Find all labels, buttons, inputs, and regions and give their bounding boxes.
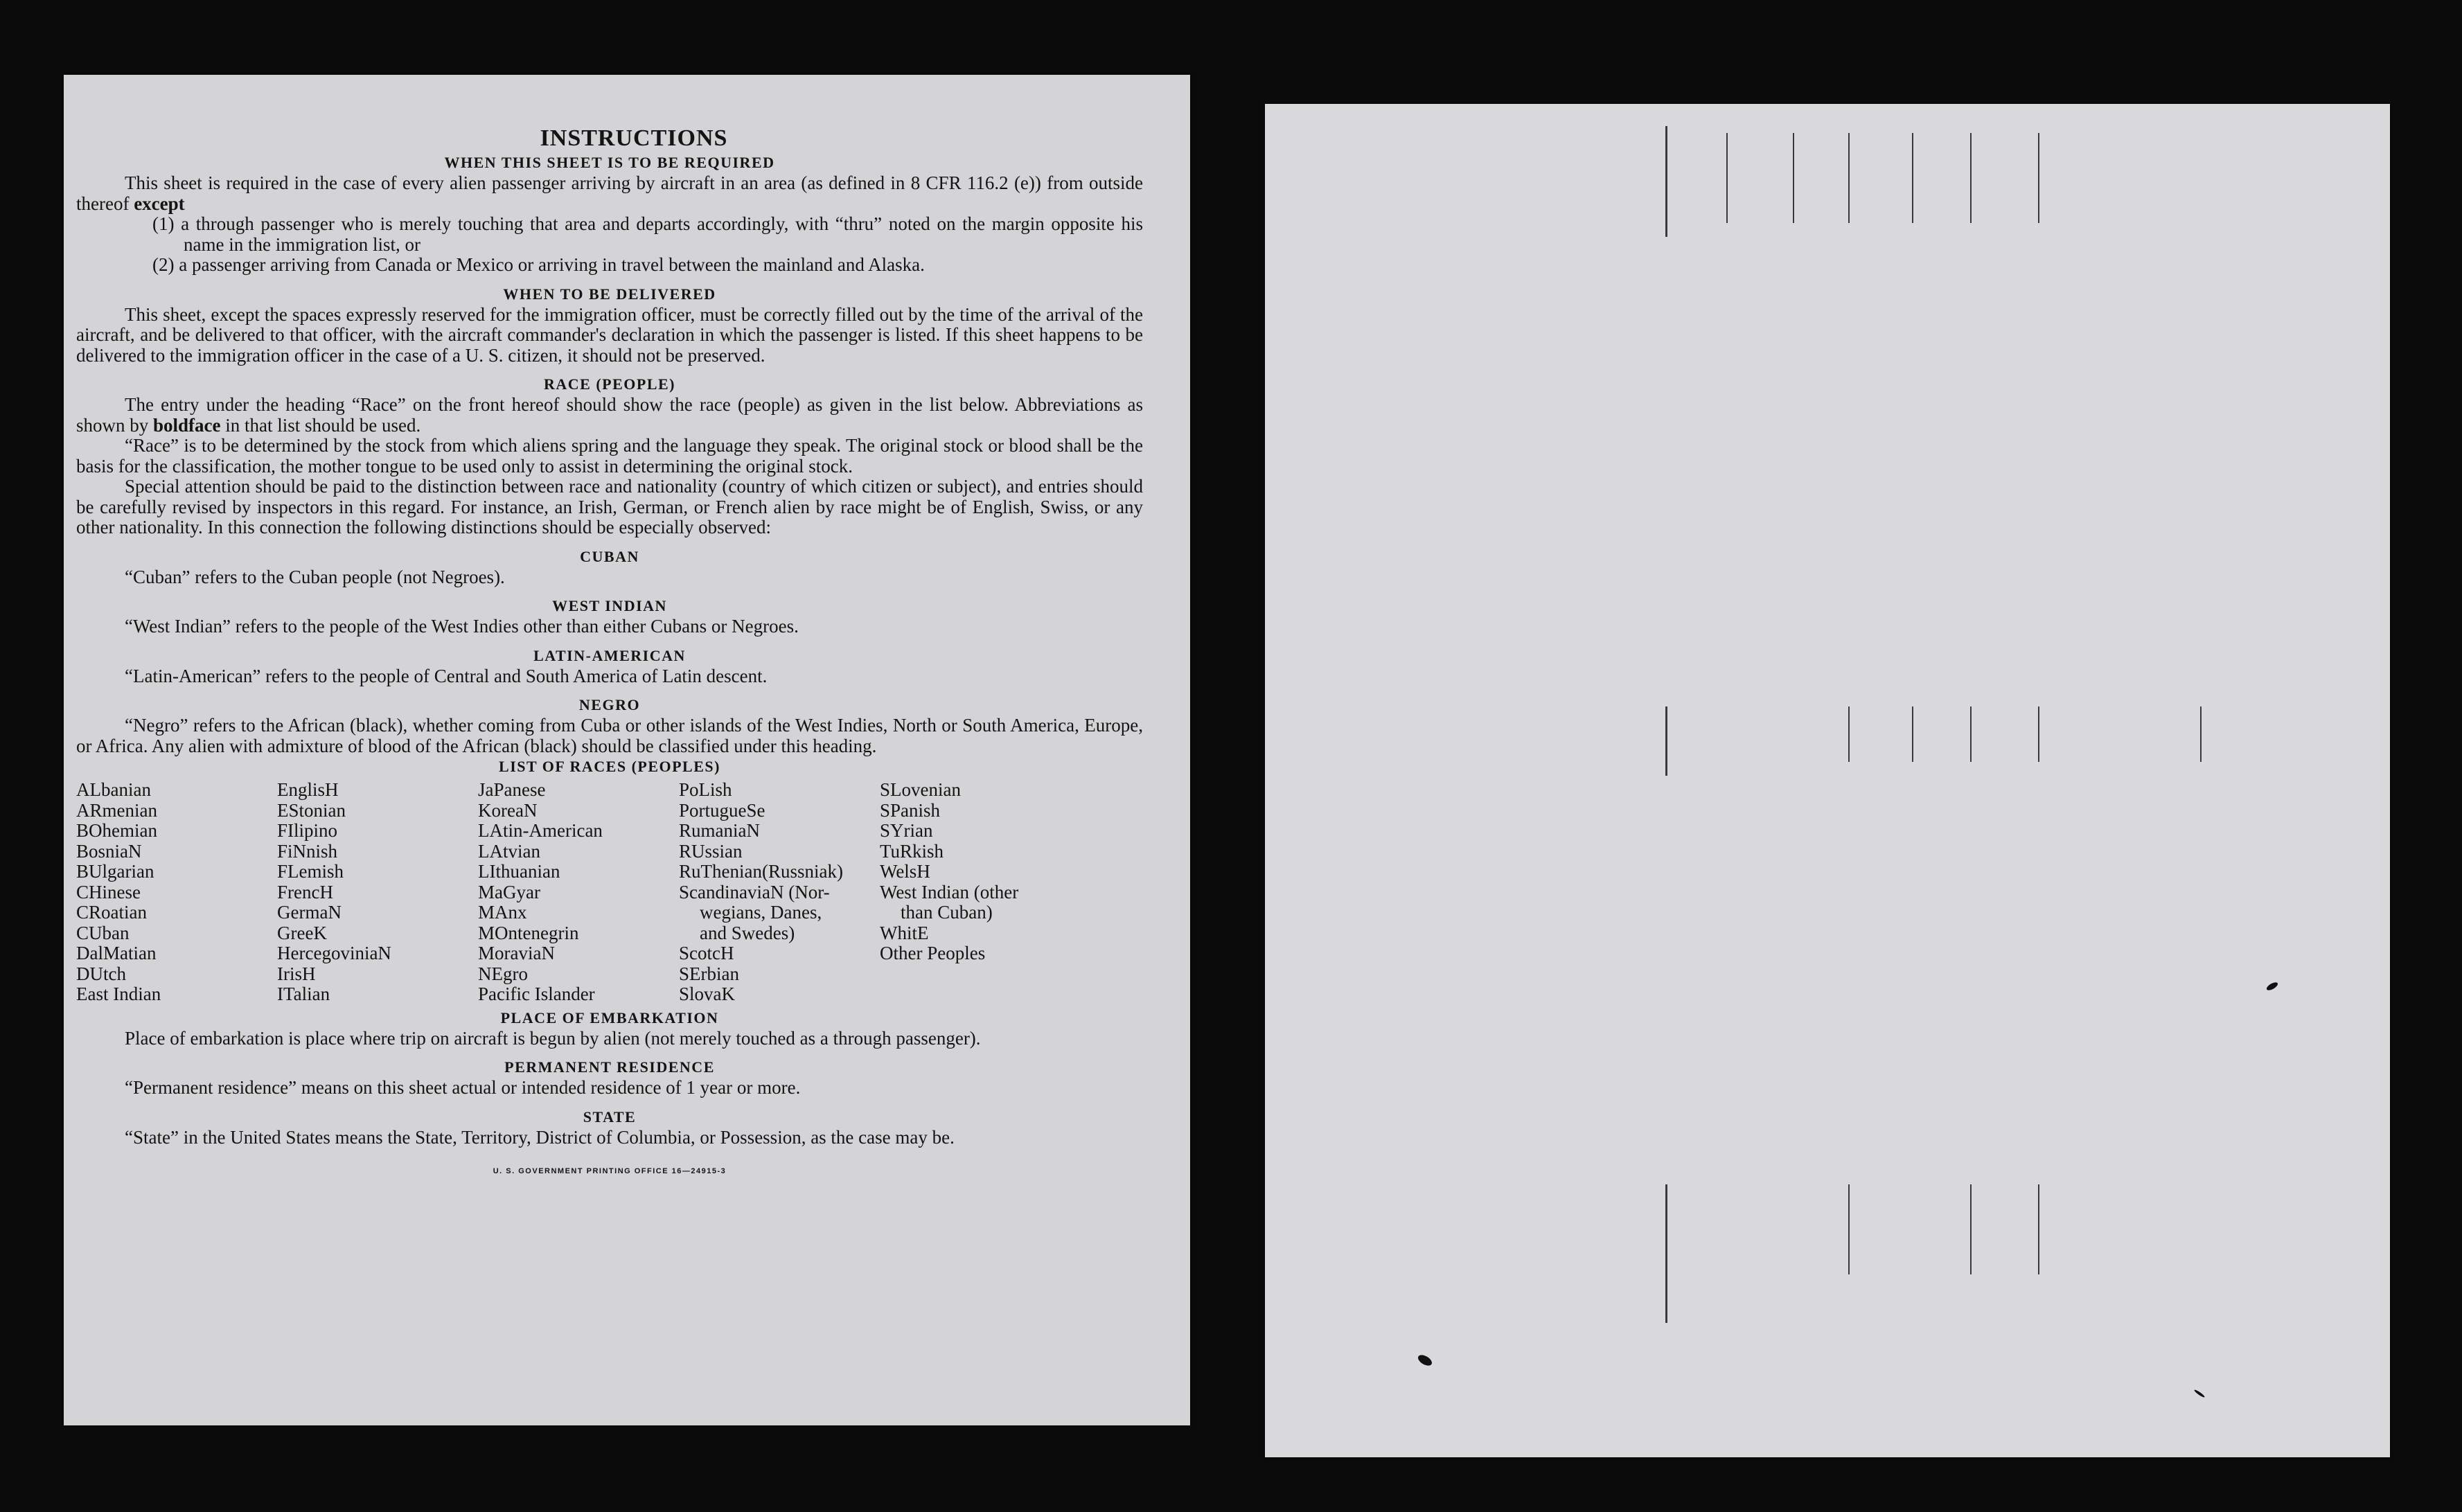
race-item: PoLish	[679, 779, 732, 800]
latin-american-text: “Latin-American” refers to the people of Central and South America of Latin descent.	[125, 665, 768, 686]
races-column-3	[478, 780, 679, 1005]
race-item: LAtin-American	[478, 820, 603, 841]
race-paragraph-2: “Race” is to be determined by the stock from which aliens spring and the language they speak. The original stock or blood shall be the basis for the classification, the mother tongue to be used only to assist in determining the original stock.	[76, 435, 1143, 477]
race-paragraph-3: Special attention should be paid to the distinction between race and nationality (country of which citizen or subject), and entries should be carefully revised by inspectors in this regard. For instance, an Irish, German, or French alien by race might be of English, Swiss, or any other nationality. In this connection the following distinctions should be especially observed:	[76, 476, 1143, 537]
heading-embarkation: PLACE OF EMBARKATION	[500, 1008, 719, 1026]
race-item: SlovaK	[679, 984, 735, 1004]
permanent-residence-text: “Permanent residence” means on this sheet actual or intended residence of 1 year or more.	[125, 1077, 801, 1098]
embarkation-text: Place of embarkation is place where trip on aircraft is begun by alien (not merely touched as a through passenger).	[125, 1027, 981, 1049]
race-item: LAtvian	[478, 840, 540, 862]
exception-item-2: (2) a passenger arriving from Canada or Mexico or arriving in travel between the mainland and Alaska.	[152, 254, 925, 275]
heading-race: RACE (PEOPLE)	[544, 375, 675, 393]
show-through-line	[1848, 1184, 1850, 1274]
race-item: ScandinaviaN (Nor-	[679, 881, 830, 902]
ink-speck	[2193, 1389, 2205, 1398]
race-item: BOhemian	[76, 820, 157, 841]
race-item: West Indian (other	[880, 881, 1019, 902]
race-item: JaPanese	[478, 779, 546, 800]
race-item: PortugueSe	[679, 799, 765, 821]
race-item: ScotcH	[679, 943, 734, 963]
race-item: IrisH	[277, 963, 316, 984]
show-through-line	[1665, 706, 1667, 776]
show-through-line	[1726, 133, 1728, 223]
heading-state: STATE	[583, 1108, 637, 1126]
heading-when-delivered: WHEN TO BE DELIVERED	[503, 285, 716, 303]
race-item: LIthuanian	[478, 861, 560, 882]
race-item: FrencH	[277, 881, 333, 902]
race-item: SYrian	[880, 820, 933, 841]
races-column-2	[277, 780, 478, 1005]
race-item: CUban	[76, 922, 130, 943]
race-item: ITalian	[277, 984, 330, 1004]
race-item: and Swedes)	[700, 922, 795, 943]
race-item: MaGyar	[478, 881, 540, 902]
race-item: than Cuban)	[901, 902, 993, 923]
printing-office-footer: U. S. GOVERNMENT PRINTING OFFICE 16—24915-3	[493, 1167, 727, 1175]
blank-sheet	[1265, 104, 2390, 1457]
race-item: wegians, Danes,	[700, 902, 822, 923]
state-text: “State” in the United States means the State, Territory, District of Columbia, or Possession, as the case may be.	[125, 1126, 955, 1148]
heading-cuban: CUBAN	[580, 547, 639, 565]
race-item: DUtch	[76, 963, 126, 984]
show-through-line	[1848, 706, 1850, 762]
race-item: MOntenegrin	[478, 922, 579, 943]
race-item: EStonian	[277, 799, 346, 821]
negro-text: “Negro” refers to the African (black), whether coming from Cuba or other islands of the West Indies, North or South America, Europe, or Africa. Any alien with admixture of blood of the African (black) should be classified under this heading.	[76, 715, 1143, 756]
ink-speck	[1416, 1353, 1433, 1367]
race-item: FiNnish	[277, 840, 338, 862]
page-title: INSTRUCTIONS	[540, 125, 728, 151]
race-item: SErbian	[679, 963, 739, 984]
race-item: KoreaN	[478, 799, 538, 821]
races-column-4	[679, 780, 880, 1005]
show-through-line	[1970, 706, 1972, 762]
race-item: ARmenian	[76, 799, 157, 821]
race-item: WhitE	[880, 922, 929, 943]
race-item: Pacific Islander	[478, 984, 595, 1004]
race-item: MoraviaN	[478, 943, 555, 963]
heading-permanent-residence: PERMANENT RESIDENCE	[504, 1058, 715, 1076]
race-item: GreeK	[277, 922, 327, 943]
race-item: NEgro	[478, 963, 528, 984]
race-item: GermaN	[277, 902, 342, 923]
show-through-line	[1793, 133, 1794, 223]
when-required-text: This sheet is required in the case of every alien passenger arriving by aircraft in an area (as defined in 8 CFR 116.2 (e)) from outside thereof except	[76, 172, 1143, 214]
races-column-5	[880, 780, 1081, 1005]
heading-races-list: LIST OF RACES (PEOPLES)	[499, 758, 720, 775]
race-item: RuThenian(Russniak)	[679, 861, 843, 882]
show-through-line	[2038, 706, 2039, 762]
heading-west-indian: WEST INDIAN	[552, 597, 667, 614]
cuban-text: “Cuban” refers to the Cuban people (not Negroes).	[125, 566, 505, 587]
show-through-line	[1848, 133, 1850, 223]
race-item: TuRkish	[880, 840, 944, 862]
race-item: EnglisH	[277, 779, 339, 800]
race-item: RumaniaN	[679, 820, 760, 841]
race-item: FIlipino	[277, 820, 338, 841]
race-item: WelsH	[880, 861, 930, 882]
instructions-sheet	[64, 75, 1190, 1425]
race-item: ALbanian	[76, 779, 151, 800]
race-item: SPanish	[880, 799, 941, 821]
show-through-line	[1912, 133, 1913, 223]
show-through-line	[1970, 1184, 1972, 1274]
heading-when-required: WHEN THIS SHEET IS TO BE REQUIRED	[444, 154, 775, 171]
show-through-line	[1665, 126, 1667, 237]
show-through-line	[1665, 1184, 1667, 1323]
show-through-line	[2038, 133, 2039, 223]
races-column-1	[76, 780, 277, 1005]
heading-latin-american: LATIN-AMERICAN	[533, 646, 686, 664]
races-list	[76, 780, 1143, 1005]
show-through-line	[1970, 133, 1972, 223]
race-item: East Indian	[76, 984, 161, 1004]
show-through-line	[1912, 706, 1913, 762]
ink-speck	[2265, 981, 2279, 992]
heading-negro: NEGRO	[578, 696, 641, 713]
race-item: FLemish	[277, 861, 344, 882]
race-item: DalMatian	[76, 943, 157, 963]
exception-item-1: (1) a through passenger who is merely touching that area and departs accordingly, with “thru” noted on the margin opposite his name in the immigration list, or	[152, 213, 1143, 255]
race-item: SLovenian	[880, 779, 961, 800]
race-item: RUssian	[679, 840, 743, 862]
show-through-line	[2200, 706, 2202, 762]
race-item: HercegoviniaN	[277, 943, 391, 963]
show-through-line	[2038, 1184, 2039, 1274]
instructions-content	[76, 125, 1143, 1190]
race-item: Other Peoples	[880, 943, 986, 963]
race-paragraph-1: The entry under the heading “Race” on the front hereof should show the race (people) as given in the list below. Abbreviations as shown by boldface in that list should be used.	[76, 394, 1143, 436]
race-item: MAnx	[478, 902, 527, 923]
race-item: BosniaN	[76, 840, 142, 862]
race-item: CHinese	[76, 881, 141, 902]
race-item: BUlgarian	[76, 861, 154, 882]
race-item: CRoatian	[76, 902, 147, 923]
west-indian-text: “West Indian” refers to the people of the West Indies other than either Cubans or Negroes.	[125, 616, 799, 637]
when-delivered-text: This sheet, except the spaces expressly reserved for the immigration officer, must be correctly filled out by the time of the arrival of the aircraft, and be delivered to that officer, with the aircraft commander's declaration in which the passenger is listed. If this sheet happens to be delivered to the immigration officer in the case of a U. S. citizen, it should not be preserved.	[76, 303, 1143, 366]
